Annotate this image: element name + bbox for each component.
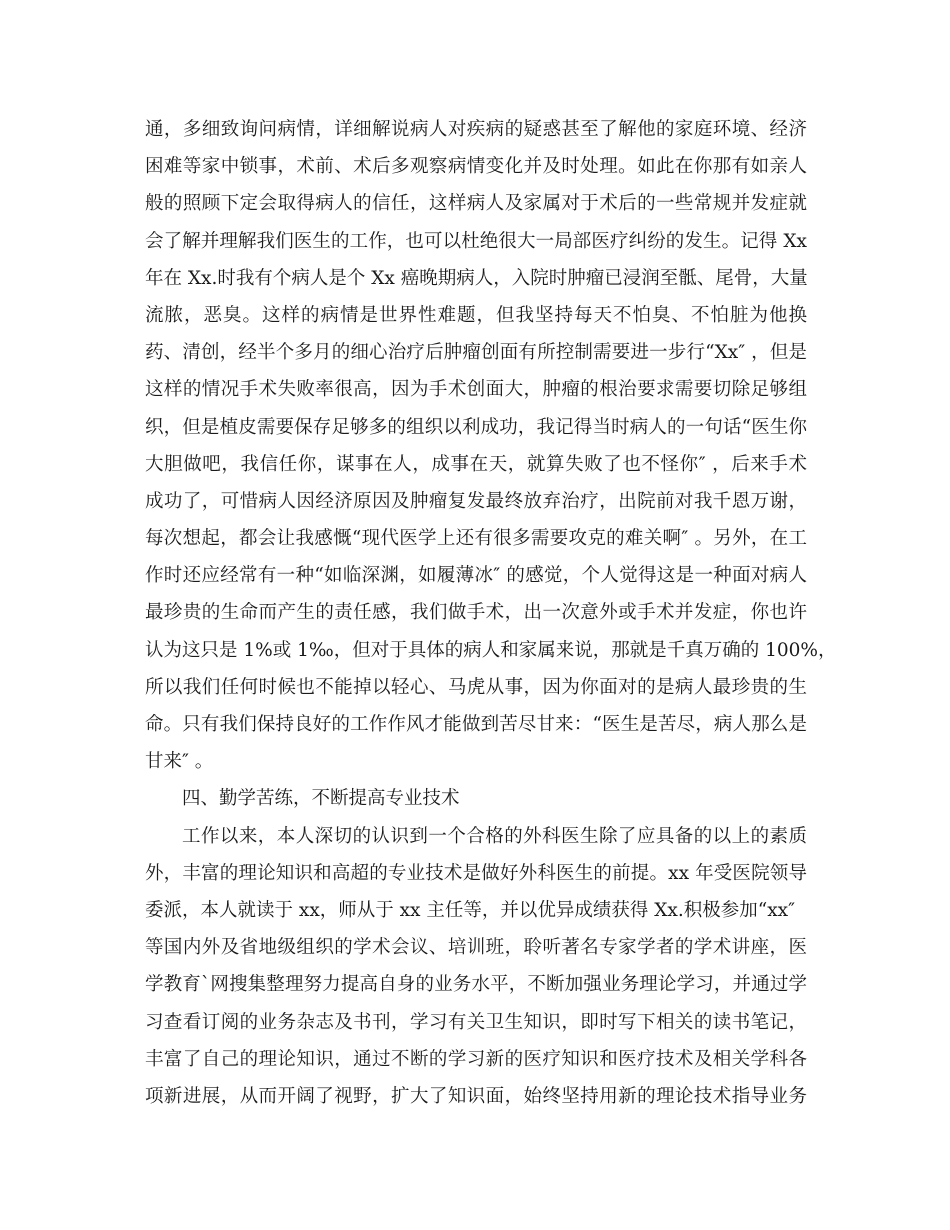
text-line: 般的照顾下定会取得病人的信任，这样病人及家属对于术后的一些常规并发症就 <box>145 193 807 215</box>
text-line: 项新进展，从而开阔了视野，扩大了知识面，始终坚持用新的理论技术指导业务 <box>145 1085 807 1107</box>
text-line: 药、清创，经半个多月的细心治疗后肿瘤创面有所控制需要进一步行“Xx″ ，但是 <box>145 342 807 364</box>
text-line: 成功了，可惜病人因经济原因及肿瘤复发最终放弃治疗，出院前对我千恩万谢， <box>145 490 807 512</box>
text-line: 外，丰富的理论知识和高超的专业技术是做好外科医生的前提。xx 年受医院领导 <box>145 862 807 884</box>
text-line: 等国内外及省地级组织的学术会议、培训班，聆听著名专家学者的学术讲座，医 <box>145 937 807 959</box>
text-line: 会了解并理解我们医生的工作，也可以杜绝很大一局部医疗纠纷的发生。记得 Xx <box>145 230 807 252</box>
section-heading: 四、勤学苦练，不断提高专业技术 <box>182 788 460 810</box>
text-line: 所以我们任何时候也不能掉以轻心、马虎从事，因为你面对的是病人最珍贵的生 <box>145 676 807 698</box>
text-line: 工作以来，本人深切的认识到一个合格的外科医生除了应具备的以上的素质 <box>182 825 807 847</box>
paragraph-professional-skills <box>145 818 807 1116</box>
text-line: 最珍贵的生命而产生的责任感，我们做手术，出一次意外或手术并发症，你也许 <box>145 602 807 624</box>
text-line: 大胆做吧，我信任你，谋事在人，成事在天，就算失败了也不怪你″ ，后来手术 <box>145 453 807 475</box>
text-line: 年在 Xx.时我有个病人是个 Xx 癌晚期病人，入院时肿瘤已浸润至骶、尾骨，大量 <box>145 267 808 289</box>
text-line: 这样的情况手术失败率很高，因为手术创面大，肿瘤的根治要求需要切除足够组 <box>145 379 807 401</box>
text-line: 甘来″ 。 <box>145 751 214 773</box>
text-line: 习查看订阅的业务杂志及书刊，学习有关卫生知识，即时写下相关的读书笔记， <box>145 1011 807 1033</box>
text-line: 委派，本人就读于 xx，师从于 xx 主任等，并以优异成绩获得 Xx.积极参加“xx″ <box>145 899 795 921</box>
document-body <box>145 111 837 1115</box>
text-line: 丰富了自己的理论知识，通过不断的学习新的医疗知识和医疗技术及相关学科各 <box>145 1048 807 1070</box>
text-line: 困难等家中锁事，术前、术后多观察病情变化并及时处理。如此在你那有如亲人 <box>145 156 807 178</box>
text-line: 学教育`网搜集整理努力提高自身的业务水平，不断加强业务理论学习，并通过学 <box>145 974 807 996</box>
text-line: 认为这只是 1%或 1‰，但对于具体的病人和家属来说，那就是千真万确的 100%， <box>145 639 837 661</box>
text-line: 每次想起，都会让我感慨“现代医学上还有很多需要攻克的难关啊″ 。另外，在工 <box>145 528 807 550</box>
paragraph-continuation <box>145 111 837 780</box>
text-line: 通，多细致询问病情，详细解说病人对疾病的疑惑甚至了解他的家庭环境、经济 <box>145 119 807 140</box>
text-line: 作时还应经常有一种“如临深渊，如履薄冰″ 的感觉，个人觉得这是一种面对病人 <box>145 565 807 587</box>
text-line: 织，但是植皮需要保存足够多的组织以利成功，我记得当时病人的一句话“医生你 <box>145 416 807 438</box>
text-line: 命。只有我们保持良好的工作作风才能做到苦尽甘来：“医生是苦尽，病人那么是 <box>145 714 807 735</box>
text-line: 流脓，恶臭。这样的病情是世界性难题，但我坚持每天不怕臭、不怕脏为他换 <box>145 304 807 326</box>
